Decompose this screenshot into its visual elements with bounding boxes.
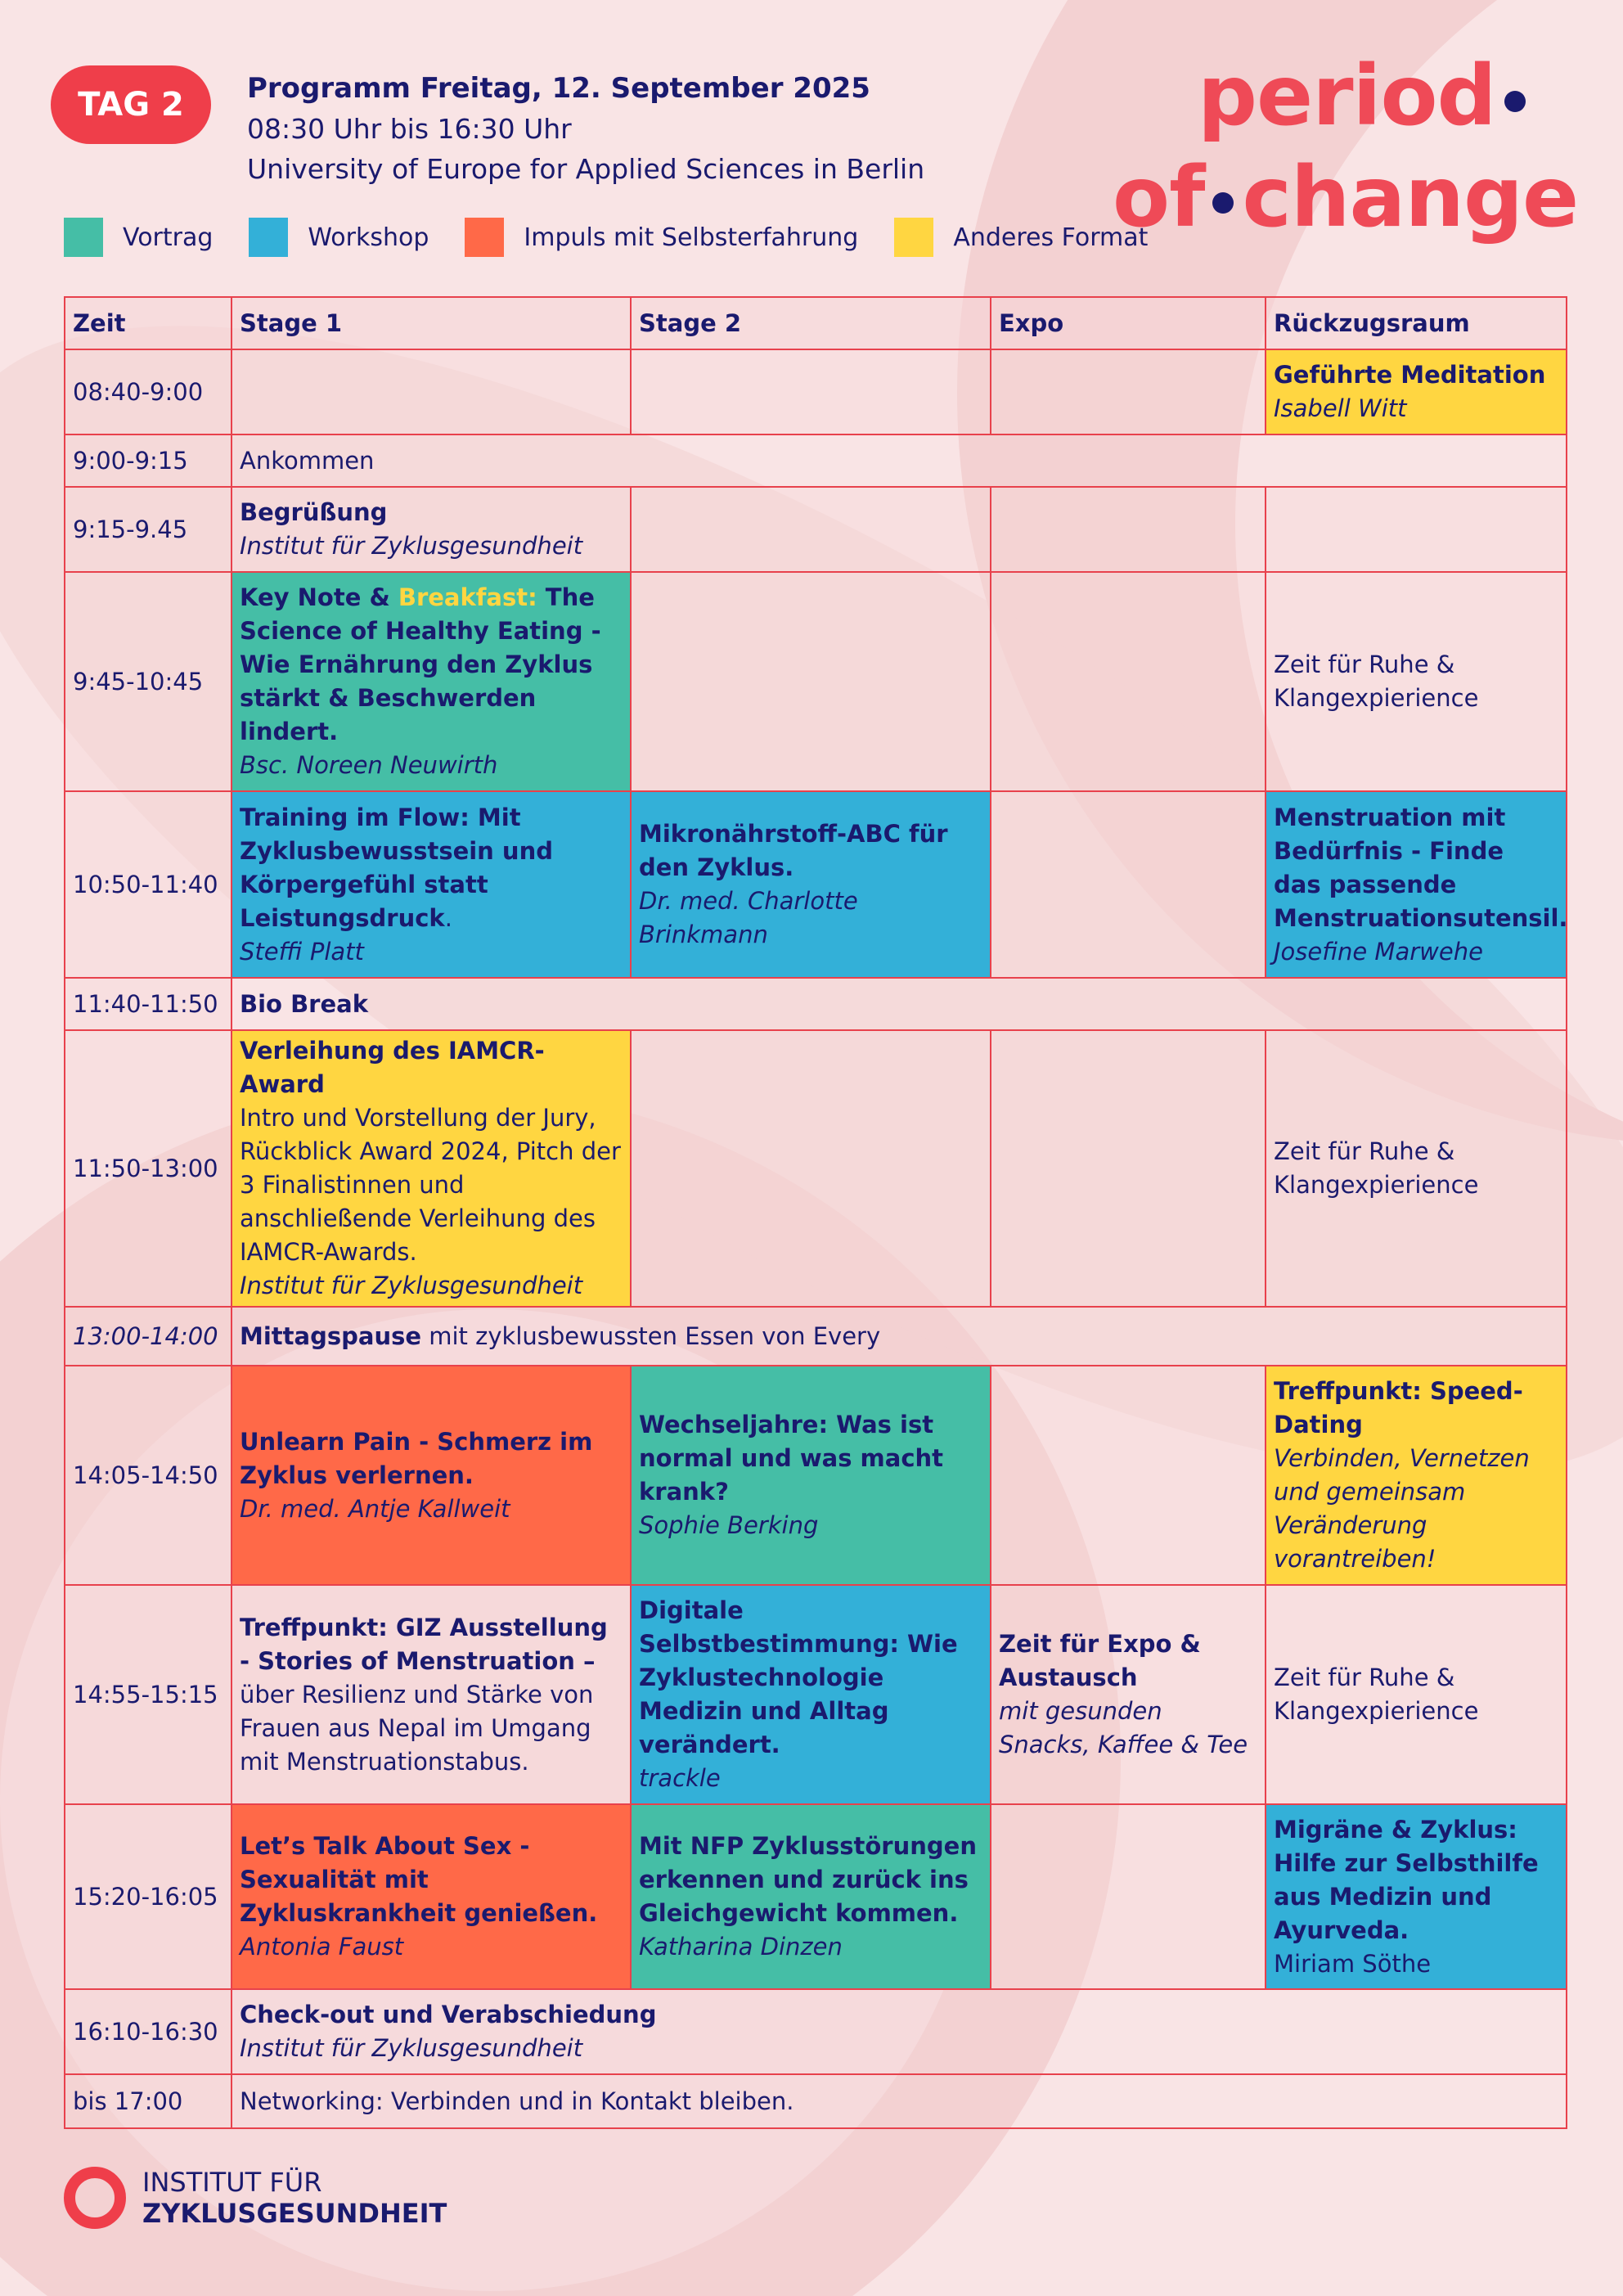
header-rueckzugsraum: Rückzugsraum bbox=[1266, 297, 1567, 349]
program-table bbox=[64, 296, 1567, 2129]
logo-word-period: period bbox=[1198, 47, 1496, 145]
session-cell bbox=[631, 1804, 991, 1989]
time-cell: 11:40-11:50 bbox=[65, 978, 232, 1030]
time-cell: bis 17:00 bbox=[65, 2074, 232, 2128]
legend-label: Impuls mit Selbsterfahrung bbox=[524, 223, 859, 252]
day-badge: TAG 2 bbox=[51, 65, 211, 144]
time-cell: 14:05-14:50 bbox=[65, 1366, 232, 1585]
program-title: Programm Freitag, 12. September 2025 bbox=[247, 72, 870, 105]
span-cell: Ankommen bbox=[232, 434, 1567, 487]
logo-word-change: change bbox=[1242, 149, 1579, 246]
program-time: 08:30 Uhr bis 16:30 Uhr bbox=[247, 113, 572, 145]
session-speaker: Steffi Platt bbox=[240, 937, 364, 966]
time-cell: 16:10-16:30 bbox=[65, 1989, 232, 2074]
legend-swatch bbox=[465, 218, 504, 257]
time-cell: 15:20-16:05 bbox=[65, 1804, 232, 1989]
session-title: Wechseljahre: Was ist normal und was macht krank? bbox=[639, 1411, 944, 1506]
title-highlight: Breakfast: bbox=[398, 583, 537, 611]
table-row bbox=[65, 1366, 1567, 1585]
session-title: Begrüßung bbox=[240, 498, 388, 526]
table-header-row bbox=[65, 297, 1567, 349]
table-row bbox=[65, 1030, 1567, 1307]
table-row bbox=[65, 791, 1567, 978]
header-stage-1: Stage 1 bbox=[232, 297, 631, 349]
institute-name-line-1: INSTITUT FÜR bbox=[142, 2167, 322, 2198]
session-title: Treffpunkt: Speed-Dating bbox=[1274, 1377, 1523, 1438]
logo-dot bbox=[1504, 91, 1526, 112]
format-legend bbox=[64, 218, 1184, 257]
legend-label: Workshop bbox=[308, 223, 429, 252]
legend-swatch bbox=[64, 218, 103, 257]
table-row bbox=[65, 978, 1567, 1030]
time-cell: 08:40-9:00 bbox=[65, 349, 232, 434]
session-speaker: Sophie Berking bbox=[639, 1511, 819, 1539]
session-speaker: Bsc. Noreen Neuwirth bbox=[240, 751, 498, 779]
header-stage-2: Stage 2 bbox=[631, 297, 991, 349]
session-speaker: Institut für Zyklusgesundheit bbox=[240, 532, 583, 560]
session-title: Mikronährstoff-ABC für den Zyklus. bbox=[639, 820, 948, 881]
time-cell: 9:00-9:15 bbox=[65, 434, 232, 487]
session-cell bbox=[1266, 349, 1567, 434]
session-title: Verleihung des IAMCR-Award bbox=[240, 1037, 545, 1098]
session-cell bbox=[991, 1585, 1266, 1804]
session-title: Mit NFP Zyklusstörungen erkennen und zurück ins Gleichgewicht kommen. bbox=[639, 1832, 977, 1927]
empty-cell bbox=[991, 1804, 1266, 1989]
empty-cell bbox=[631, 1030, 991, 1307]
session-description: Intro und Vorstellung der Jury, Rückblick Award 2024, Pitch der 3 Finalistinnen und anschließende Verleihung des IAMCR-Awards. bbox=[240, 1104, 621, 1266]
table-row bbox=[65, 572, 1567, 791]
legend-item-vortrag bbox=[64, 218, 213, 257]
table-row bbox=[65, 1307, 1567, 1366]
session-cell bbox=[232, 791, 631, 978]
session-speaker: Institut für Zyklusgesundheit bbox=[240, 1272, 583, 1299]
session-speaker: Dr. med. Antje Kallweit bbox=[240, 1494, 510, 1523]
session-title: Migräne & Zyklus: Hilfe zur Selbsthilfe aus Medizin und Ayurveda. bbox=[1274, 1815, 1539, 1944]
rest-cell: Zeit für Ruhe & Klangexpierience bbox=[1266, 572, 1567, 791]
legend-item-workshop bbox=[249, 218, 429, 257]
time-cell: 11:50-13:00 bbox=[65, 1030, 232, 1307]
session-cell bbox=[1266, 791, 1567, 978]
legend-item-impuls bbox=[465, 218, 858, 257]
title-part: The Science of Healthy Eating - Wie Ernährung den Zyklus stärkt & Beschwerden lindert. bbox=[240, 583, 601, 745]
session-cell bbox=[232, 1585, 631, 1804]
session-cell bbox=[232, 1804, 631, 1989]
legend-swatch bbox=[894, 218, 933, 257]
table-row bbox=[65, 2074, 1567, 2128]
event-header bbox=[247, 69, 924, 189]
table-row bbox=[65, 487, 1567, 572]
time-cell: 13:00-14:00 bbox=[65, 1307, 232, 1366]
session-cell bbox=[232, 487, 631, 572]
session-speaker: Dr. med. Charlotte Brinkmann bbox=[639, 887, 858, 948]
table-row bbox=[65, 1989, 1567, 2074]
empty-cell bbox=[991, 572, 1266, 791]
logo-word-of: of bbox=[1113, 149, 1205, 246]
time-cell: 10:50-11:40 bbox=[65, 791, 232, 978]
legend-item-anderes-format bbox=[894, 218, 1148, 257]
program-location: University of Europe for Applied Sciences in Berlin bbox=[247, 153, 925, 185]
empty-cell bbox=[991, 349, 1266, 434]
table-row bbox=[65, 349, 1567, 434]
span-cell: Networking: Verbinden und in Kontakt bleiben. bbox=[232, 2074, 1567, 2128]
time-cell: 9:45-10:45 bbox=[65, 572, 232, 791]
empty-cell bbox=[991, 487, 1266, 572]
lunch-label: Mittagspause bbox=[240, 1321, 422, 1350]
session-cell bbox=[631, 1585, 991, 1804]
session-description: Verbinden, Vernetzen und gemeinsam Veränderung vorantreiben! bbox=[1274, 1444, 1530, 1573]
table-row bbox=[65, 1585, 1567, 1804]
session-cell bbox=[232, 1030, 631, 1307]
session-cell bbox=[232, 1366, 631, 1585]
session-title: Geführte Meditation bbox=[1274, 361, 1546, 389]
institute-name bbox=[142, 2167, 447, 2229]
session-description: mit gesunden Snacks, Kaffee & Tee bbox=[999, 1697, 1248, 1758]
session-speaker: Miriam Söthe bbox=[1274, 1949, 1432, 1978]
session-speaker: Katharina Dinzen bbox=[639, 1933, 843, 1961]
session-speaker: Isabell Witt bbox=[1274, 394, 1407, 422]
session-speaker: trackle bbox=[639, 1764, 721, 1792]
time-cell: 9:15-9.45 bbox=[65, 487, 232, 572]
session-title bbox=[240, 801, 623, 935]
empty-cell bbox=[631, 572, 991, 791]
session-description: über Resilienz und Stärke von Frauen aus Nepal im Umgang mit Menstruationstabus. bbox=[240, 1680, 594, 1776]
lunch-text: mit zyklusbewussten Essen von Every bbox=[421, 1321, 881, 1350]
title-part: Key Note & bbox=[240, 583, 398, 611]
table-row bbox=[65, 1804, 1567, 1989]
empty-cell bbox=[991, 1030, 1266, 1307]
empty-cell bbox=[991, 791, 1266, 978]
legend-swatch bbox=[249, 218, 288, 257]
span-cell: Bio Break bbox=[232, 978, 1567, 1030]
session-speaker: Antonia Faust bbox=[240, 1933, 404, 1961]
session-cell bbox=[631, 1366, 991, 1585]
session-cell bbox=[1266, 1366, 1567, 1585]
session-title: Treffpunkt: GIZ Ausstellung - Stories of Menstruation – bbox=[240, 1613, 608, 1675]
empty-cell bbox=[991, 1366, 1266, 1585]
legend-label: Anderes Format bbox=[953, 223, 1149, 252]
session-cell bbox=[1266, 1804, 1567, 1989]
session-title: Check-out und Verabschiedung bbox=[240, 2001, 657, 2028]
empty-cell bbox=[1266, 487, 1567, 572]
empty-cell bbox=[631, 487, 991, 572]
time-cell: 14:55-15:15 bbox=[65, 1585, 232, 1804]
ring-icon bbox=[64, 2167, 126, 2229]
empty-cell bbox=[232, 349, 631, 434]
session-title: Zeit für Expo & Austausch bbox=[999, 1630, 1201, 1691]
institute-name-line-2: ZYKLUSGESUNDHEIT bbox=[142, 2198, 447, 2229]
header-zeit: Zeit bbox=[65, 297, 232, 349]
session-speaker: Josefine Marwehe bbox=[1274, 937, 1483, 966]
header-expo: Expo bbox=[991, 297, 1266, 349]
session-cell bbox=[631, 791, 991, 978]
session-title: Let’s Talk About Sex - Sexualität mit Zykluskrankheit genießen. bbox=[240, 1832, 598, 1927]
table-row bbox=[65, 434, 1567, 487]
rest-cell: Zeit für Ruhe & Klangexpierience bbox=[1266, 1585, 1567, 1804]
span-cell bbox=[232, 1989, 1567, 2074]
title-part: Training im Flow: Mit Zyklusbewusstsein und Körpergefühl statt Leistungsdruck bbox=[240, 803, 553, 932]
session-title: Digitale Selbstbestimmung: Wie Zyklustechnologie Medizin und Alltag verändert. bbox=[639, 1596, 958, 1758]
logo-dot bbox=[1212, 192, 1234, 214]
rest-cell: Zeit für Ruhe & Klangexpierience bbox=[1266, 1030, 1567, 1307]
legend-label: Vortrag bbox=[123, 223, 214, 252]
session-title bbox=[240, 581, 623, 749]
session-speaker: Institut für Zyklusgesundheit bbox=[240, 2034, 583, 2062]
empty-cell bbox=[631, 349, 991, 434]
institute-logo bbox=[64, 2167, 447, 2229]
title-period: . bbox=[444, 903, 452, 932]
session-title: Unlearn Pain - Schmerz im Zyklus verlernen. bbox=[240, 1427, 593, 1489]
session-title: Menstruation mit Bedürfnis - Finde das passende Menstruationsutensil. bbox=[1274, 803, 1568, 932]
span-cell bbox=[232, 1307, 1567, 1366]
session-cell bbox=[232, 572, 631, 791]
